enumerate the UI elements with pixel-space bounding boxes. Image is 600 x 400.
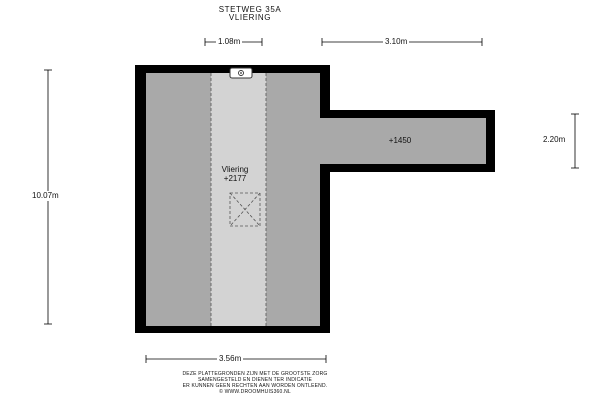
- dimension-top-left-label: 1.08m: [218, 37, 241, 46]
- floor-title: VLIERING: [228, 13, 272, 22]
- disclaimer-line-4: © WWW.DROOMHUIS360.NL: [219, 389, 291, 395]
- address-title: STETWEG 35A: [218, 5, 282, 14]
- full-height-zone: [211, 73, 266, 326]
- disclaimer: [140, 371, 370, 395]
- room-name: Vliering: [221, 165, 249, 174]
- dimension-right: [571, 114, 579, 168]
- dimension-right-label: 2.20m: [543, 135, 566, 144]
- wing-height-label: +1450: [388, 136, 412, 145]
- disclaimer-line-2: SAMENGESTELD EN DIENEN TER INDICATIE: [198, 377, 312, 383]
- boiler-icon: [230, 68, 252, 78]
- room-label: [205, 165, 265, 183]
- dimension-left-label: 10.07m: [32, 191, 59, 200]
- dimension-bottom-label: 3.56m: [219, 354, 242, 363]
- room-height: +2177: [223, 174, 247, 183]
- disclaimer-line-3: ER KUNNEN GEEN RECHTEN AAN WORDEN ONTLEEND.: [182, 383, 328, 389]
- disclaimer-line-1: DEZE PLATTEGRONDEN ZIJN MET DE GROOTSTE ZORG: [182, 371, 328, 377]
- dimension-top-right-label: 3.10m: [385, 37, 408, 46]
